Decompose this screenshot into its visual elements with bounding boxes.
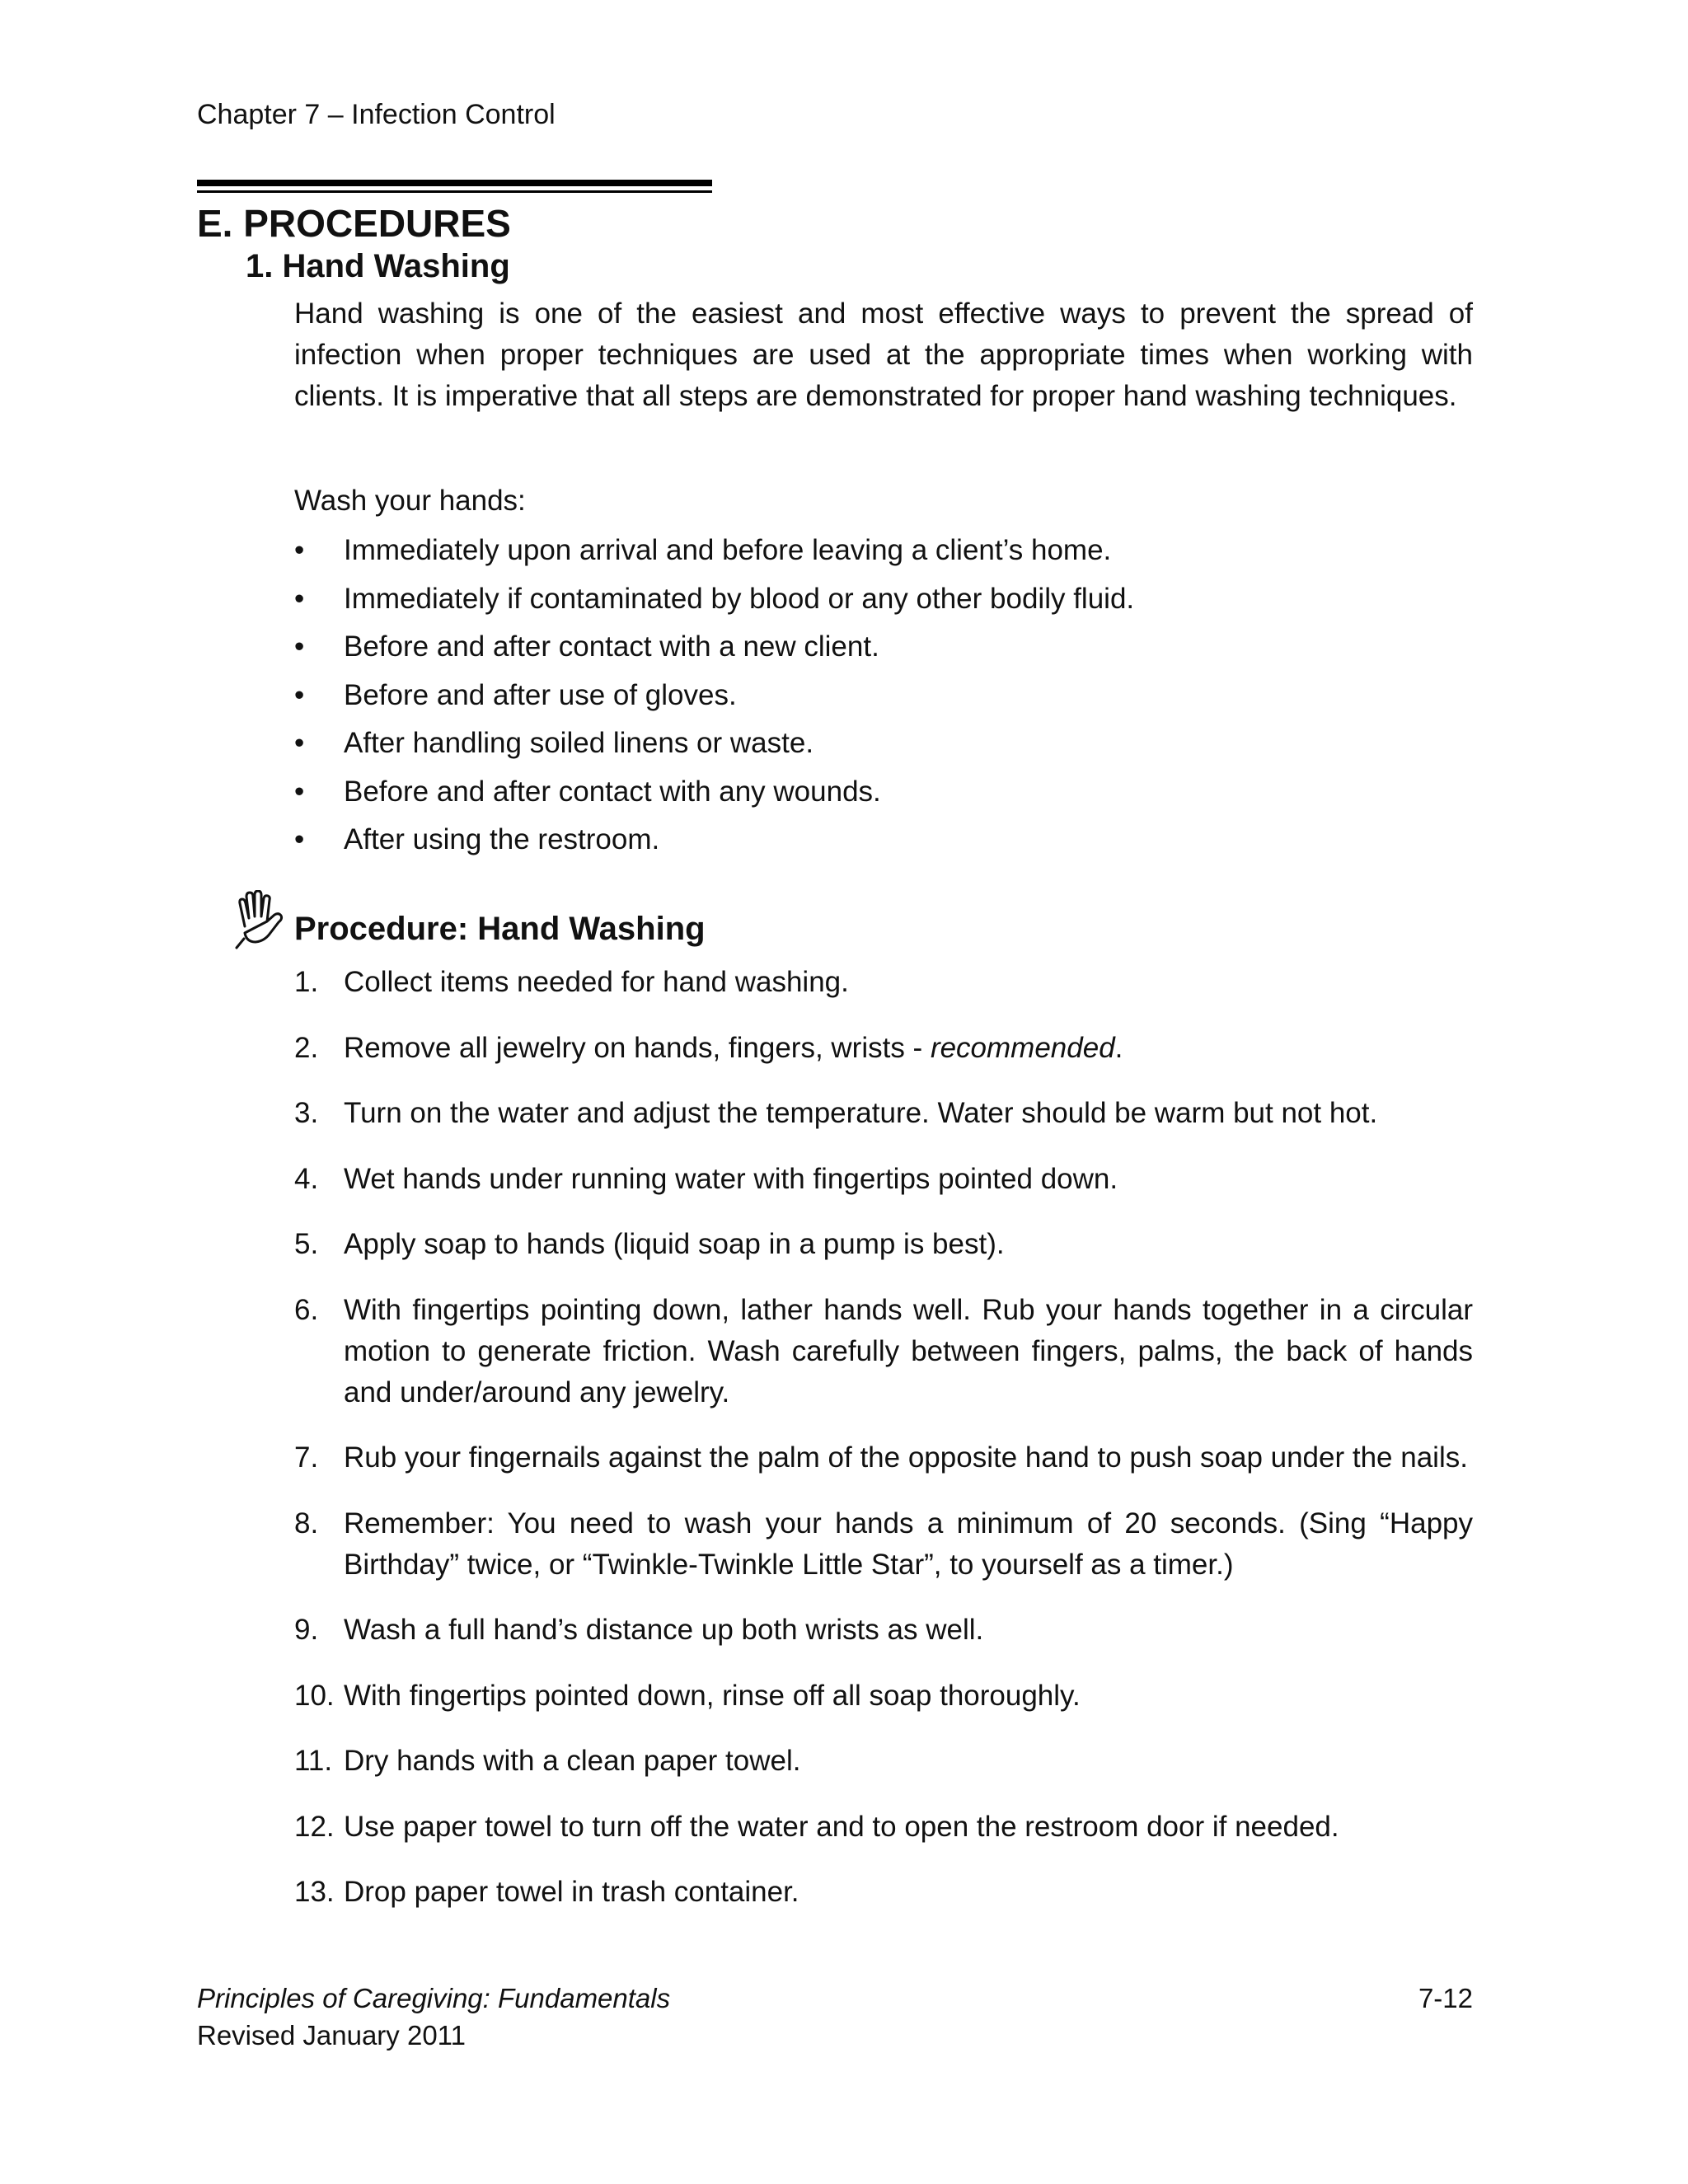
procedure-step — [294, 1610, 1473, 1651]
step-text: Wet hands under running water with fingertips pointed down. — [344, 1162, 1118, 1195]
footer-left — [197, 1980, 670, 2054]
step-number: 10. — [294, 1679, 335, 1712]
bullet-mark: • — [294, 678, 305, 711]
chapter-header: Chapter 7 – Infection Control — [197, 99, 556, 130]
footer-revised: Revised January 2011 — [197, 2020, 466, 2050]
step-number: 9. — [294, 1614, 319, 1646]
list-item — [294, 675, 1134, 724]
footer-book-title: Principles of Caregiving: Fundamentals — [197, 1983, 671, 2013]
step-text: Remove all jewelry on hands, fingers, wrists - — [344, 1031, 931, 1064]
procedure-step — [294, 1741, 1473, 1782]
list-item — [294, 723, 1134, 771]
list-item-text: Before and after use of gloves. — [344, 678, 737, 711]
step-number: 1. — [294, 966, 319, 998]
procedure-step — [294, 1503, 1473, 1586]
step-text: Use paper towel to turn off the water and to open the restroom door if needed. — [344, 1810, 1339, 1843]
bullet-mark: • — [294, 823, 305, 855]
bullet-mark: • — [294, 727, 305, 759]
step-text: Apply soap to hands (liquid soap in a pump is best). — [344, 1228, 1005, 1260]
procedure-step — [294, 1224, 1473, 1265]
step-text: Drop paper towel in trash container. — [344, 1876, 799, 1908]
page-number: 7-12 — [1418, 1983, 1473, 2013]
list-item-text: After handling soiled linens or waste. — [344, 727, 814, 759]
step-number: 12. — [294, 1810, 335, 1843]
step-number: 13. — [294, 1876, 335, 1908]
procedure-step — [294, 1093, 1473, 1134]
procedure-step — [294, 1675, 1473, 1717]
step-number: 11. — [294, 1745, 333, 1777]
list-item — [294, 626, 1134, 675]
list-item — [294, 579, 1134, 627]
list-item-text: Before and after contact with a new client. — [344, 630, 879, 663]
step-number: 6. — [294, 1293, 319, 1326]
step-text: With fingertips pointed down, rinse off all soap thoroughly. — [344, 1679, 1081, 1712]
procedure-step — [294, 962, 1473, 1003]
bullet-mark: • — [294, 534, 305, 566]
subsection-title: 1. Hand Washing — [246, 248, 510, 284]
step-text: Remember: You need to wash your hands a minimum of 20 seconds. (Sing “Happy Birthday” twice, or “Twinkle-Twinkle Little Star”, to yourself as a timer.) — [344, 1507, 1473, 1581]
step-number: 4. — [294, 1162, 319, 1195]
bullet-mark: • — [294, 630, 305, 663]
procedure-step — [294, 1872, 1473, 1913]
step-text: Dry hands with a clean paper towel. — [344, 1745, 801, 1777]
step-number: 8. — [294, 1507, 319, 1540]
hand-icon — [233, 890, 284, 949]
procedure-step — [294, 1159, 1473, 1200]
section-divider-thick — [197, 180, 712, 186]
list-item — [294, 530, 1134, 579]
step-number: 3. — [294, 1097, 319, 1129]
step-text: Wash a full hand’s distance up both wrists as well. — [344, 1614, 984, 1646]
step-number: 7. — [294, 1441, 319, 1474]
wash-hands-list — [294, 530, 1134, 868]
list-item — [294, 771, 1134, 820]
wash-hands-label: Wash your hands: — [294, 485, 526, 517]
procedure-step — [294, 1437, 1473, 1479]
procedure-steps — [294, 962, 1473, 1938]
step-number: 5. — [294, 1228, 319, 1260]
step-text-end: . — [1114, 1031, 1123, 1064]
step-number: 2. — [294, 1031, 319, 1064]
procedure-step — [294, 1290, 1473, 1413]
list-item — [294, 819, 1134, 868]
section-title: E. PROCEDURES — [197, 202, 511, 245]
procedure-title: Procedure: Hand Washing — [294, 911, 706, 947]
step-text: Rub your fingernails against the palm of the opposite hand to push soap under the nails. — [344, 1441, 1468, 1474]
step-emphasis: recommended — [930, 1031, 1115, 1064]
list-item-text: After using the restroom. — [344, 823, 660, 855]
bullet-mark: • — [294, 582, 305, 615]
section-divider-thin — [197, 190, 712, 193]
intro-paragraph: Hand washing is one of the easiest and most effective ways to prevent the spread of infection when proper techniques are used at the appropriate times when working with clients. It is imperative that all steps are demonstrated for proper hand washing techniques. — [294, 298, 1473, 412]
bullet-mark: • — [294, 775, 305, 808]
step-text: With fingertips pointing down, lather hands well. Rub your hands together in a circular motion to generate friction. Wash carefully between fingers, palms, the back of hands and under/around any jewelry. — [344, 1293, 1473, 1408]
list-item-text: Before and after contact with any wounds. — [344, 775, 881, 808]
procedure-step — [294, 1028, 1473, 1069]
procedure-step — [294, 1807, 1473, 1848]
list-item-text: Immediately if contaminated by blood or any other bodily fluid. — [344, 582, 1135, 615]
step-text: Collect items needed for hand washing. — [344, 966, 849, 998]
step-text: Turn on the water and adjust the temperature. Water should be warm but not hot. — [344, 1097, 1378, 1129]
list-item-text: Immediately upon arrival and before leaving a client’s home. — [344, 534, 1112, 566]
